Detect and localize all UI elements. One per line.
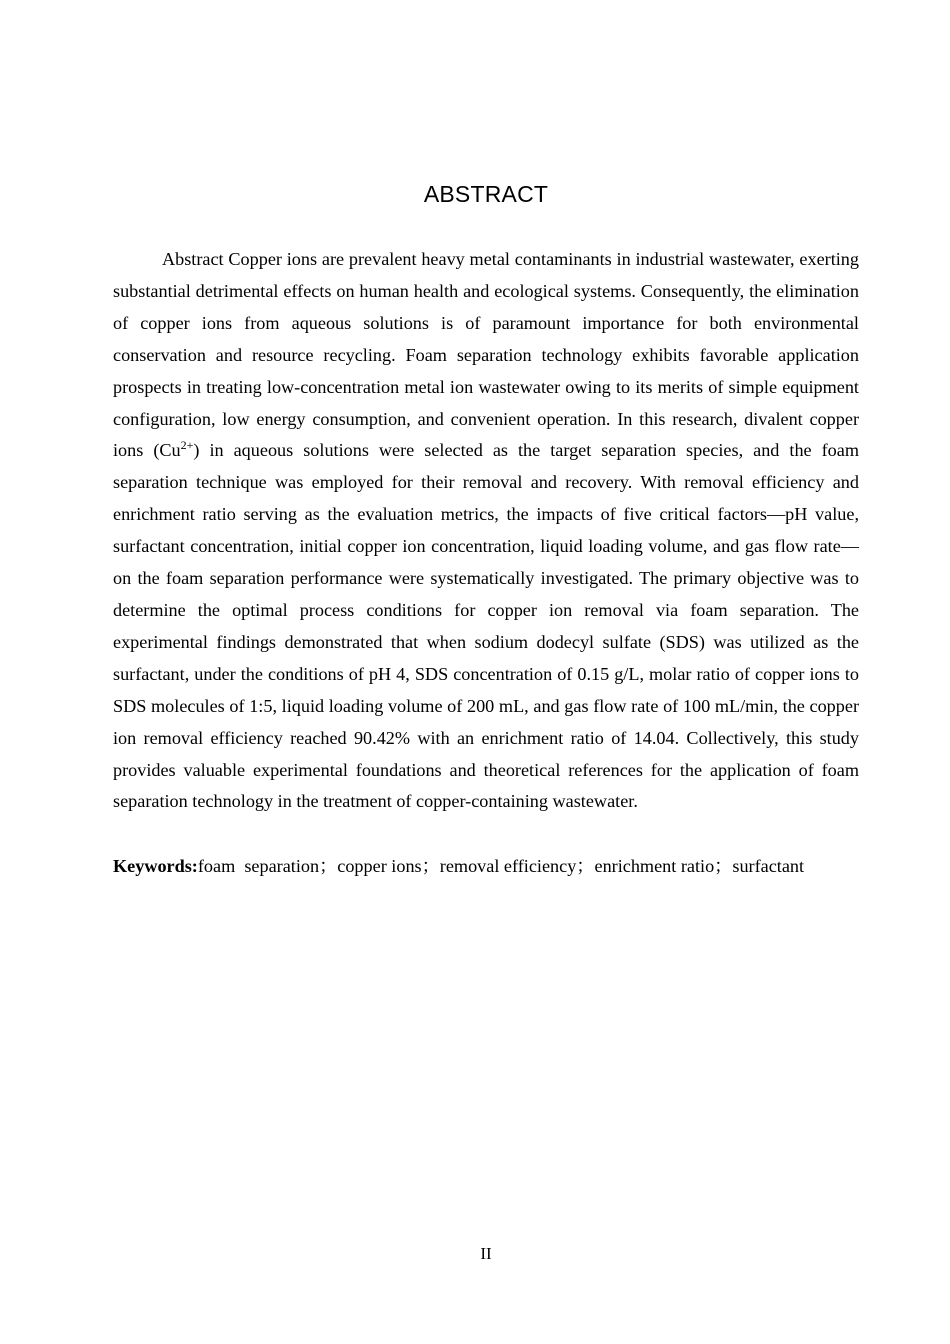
keywords-label: Keywords: [113,856,198,876]
abstract-body [113,244,859,818]
abstract-title: ABSTRACT [423,181,549,207]
keywords-list: foam separation；copper ions；removal efficiency；enrichment ratio；surfactant [197,856,805,876]
abstract-text-part-2: ) in aqueous solutions were selected as the target separation species, and the foam separation technique was employed for their removal and recovery. With removal efficiency and enrichment ratio serving as the evaluation metrics, the impacts of five critical factors—pH value, surfactant concentration, initial copper ion concentration, liquid loading volume, and gas flow rate—on the foam separation performance were systematically investigated. The primary objective was to determine the optimal process conditions for copper ion removal via foam separation. The experimental findings demonstrated that when sodium dodecyl sulfate (SDS) was utilized as the surfactant, under the conditions of pH 4, SDS concentration of 0.15 g/L, molar ratio of copper ions to SDS molecules of 1:5, liquid loading volume of 200 mL, and gas flow rate of 100 mL/min, the copper ion removal efficiency reached 90.42% with an enrichment ratio of 14.04. Collectively, this study provides valuable experimental foundations and theoretical references for the application of foam separation technology in the treatment of copper-containing wastewater. [113,440,859,812]
charge-superscript: 2+ [180,438,194,453]
abstract-text-part-1: Abstract Copper ions are prevalent heavy metal contaminants in industrial wastewater, exerting substantial detrimental effects on human health and ecological systems. Consequently, the elimination of copper ions from aqueous solutions is of paramount importance for both environmental conservation and resource recycling. Foam separation technology exhibits favorable application prospects in treating low-concentration metal ion wastewater owing to its merits of simple equipment configuration, low energy consumption, and convenient operation. In this research, divalent copper ions (Cu [113,249,859,461]
page-number: II [480,1244,492,1263]
keywords-line [113,851,873,883]
